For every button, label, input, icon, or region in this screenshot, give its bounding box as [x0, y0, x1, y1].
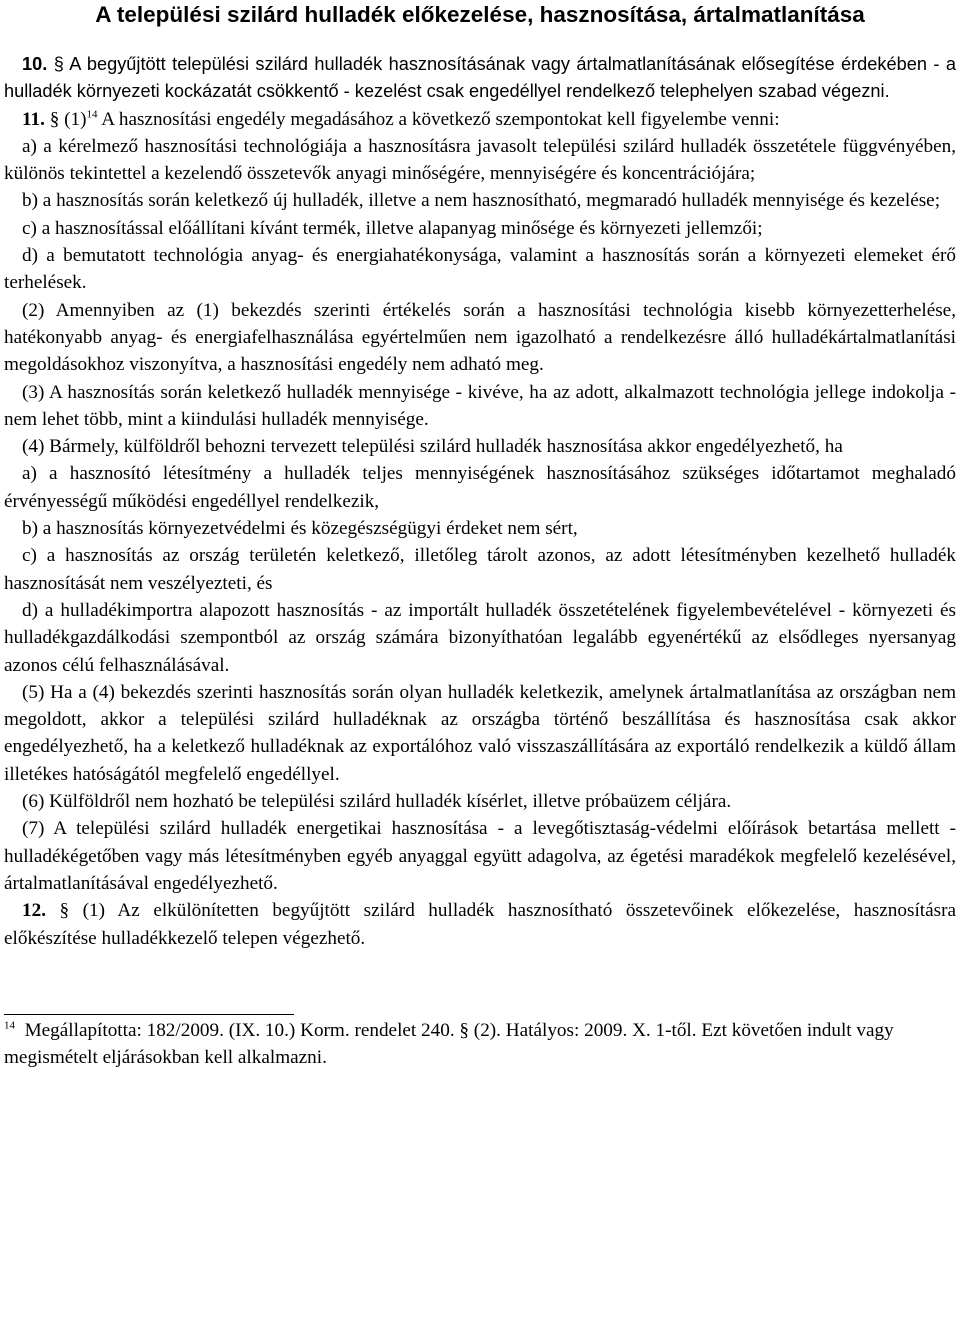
section-sign: § — [59, 900, 70, 922]
list-item: c) a hasznosítással előállítani kívánt termék, illetve alapanyag minősége és környezeti jellemzői; — [22, 217, 763, 239]
section-10-text: A begyűjtött települési szilárd hulladék hasznosításának vagy ártalmatlanításának elősegítése érdekében - a hulladék környezeti kockázatát csökkentő - kezelést csak engedéllyel rendelkező telephelyen szabad végezni. — [4, 54, 956, 102]
section-11-paragraph-2: (2) Amennyiben az (1) bekezdés szerinti értékelés során a hasznosítási technológia kisebb környezetterhelése, hatékonyabb anyag- és energiafelhasználása egyértelműen nem igazolható a rendelkezésre álló hulladékártalmatlanítási megoldásokhoz viszonyítva, a hasznosítási engedély nem adható meg. — [4, 299, 956, 376]
list-item: d) a bemutatott technológia anyag- és energiahatékonysága, valamint a hasznosítás során a környezeti elemeket érő terhelések. — [4, 245, 956, 294]
section-12-text: (1) Az elkülönítetten begyűjtött szilárd hulladék hasznosítható összetevőinek előkezelése, hasznosításra előkészítése hulladékkezelő telepen végezhető. — [4, 900, 956, 949]
footnote-text: Megállapította: 182/2009. (IX. 10.) Korm. rendelet 240. § (2). Hatályos: 2009. X. 1-től. Ezt követően indult vagy megismételt eljárásokban kell alkalmazni. — [4, 1019, 894, 1069]
footnote — [4, 1017, 956, 1072]
section-11-paragraph-4: (4) Bármely, külföldről behozni tervezett települési szilárd hulladék hasznosítása akkor engedélyezhető, ha — [22, 436, 843, 458]
footnote-number: 14 — [4, 1019, 15, 1032]
paragraph-label: (1) — [64, 108, 87, 130]
list-item: a) a kérelmező hasznosítási technológiája a hasznosításra javasolt települési szilárd hulladék összetétele függvényében, különös tekintettel a kezelendő összetevők anyagi minőségére, mennyiségére és koncentrációjára; — [4, 135, 956, 185]
section-11-paragraph-5: (5) Ha a (4) bekezdés szerinti hasznosítás során olyan hulladék keletkezik, amelynek ártalmatlanítása az országban nem megoldott, akkor a települési szilárd hulladéknak az országba történő beszállítása és hasznosítása csak akkor engedélyezhető, ha a keletkező hulladéknak az exportálóhoz való visszaszállítására az exportáló rendelkezik a küldő állam illetékes hatóságától megfelelő engedéllyel. — [4, 681, 956, 785]
list-item: d) a hulladékimportra alapozott hasznosítás - az importált hulladék összetételének figyelembevételével - környezeti és hulladékgazdálkodási szempontból az ország számára bizonyíthatóan legalább egyenértékű az elsődleges nyersanyag azonos célú felhasználásával. — [4, 599, 956, 676]
list-item: a) a hasznosító létesítmény a hulladék teljes mennyiségének hasznosításához szükséges időtartamot meghaladó érvényességű működési engedéllyel rendelkezik, — [4, 463, 956, 512]
list-item: b) a hasznosítás során keletkező új hulladék, illetve a nem hasznosítható, megmaradó hulladék mennyisége és kezelése; — [22, 190, 941, 212]
list-item: b) a hasznosítás környezetvédelmi és közegészségügyi érdeket nem sért, — [22, 518, 578, 540]
footnote-ref: 14 — [86, 108, 98, 121]
section-10 — [4, 51, 956, 106]
document-page — [4, 0, 956, 1071]
section-sign: § — [53, 54, 64, 74]
section-11-paragraph-7: (7) A települési szilárd hulladék energetikai hasznosítása - a levegőtisztaság-védelmi előírások betartása mellett - hulladékégetőben vagy más létesítményben egyéb anyaggal együtt adagolva, az égetési maradékok megfelelő kezelésével, ártalmatlanításával engedélyezhető. — [4, 818, 956, 894]
section-number: 10. — [22, 54, 48, 74]
page-title: A települési szilárd hulladék előkezelése, hasznosítása, ártalmatlanítása — [95, 2, 865, 27]
footnote-divider — [4, 1014, 294, 1015]
section-number: 11. — [22, 108, 45, 130]
list-item: c) a hasznosítás az ország területén keletkező, illetőleg tárolt azonos, az adott létesítményben kezelhető hulladék hasznosítását nem veszélyezteti, és — [4, 545, 956, 594]
section-12 — [4, 897, 956, 952]
section-11-paragraph-3: (3) A hasznosítás során keletkező hulladék mennyisége - kivéve, ha az adott, alkalmazott technológia jellege indokolja - nem lehet több, mint a kiindulási hulladék mennyisége. — [4, 381, 956, 430]
section-number: 12. — [22, 900, 46, 922]
document-body — [4, 51, 956, 952]
section-sign: § — [49, 108, 60, 130]
paragraph-intro: A hasznosítási engedély megadásához a következő szempontokat kell figyelembe venni: — [101, 108, 780, 130]
section-11-paragraph-6: (6) Külföldről nem hozható be települési szilárd hulladék kísérlet, illetve próbaüzem céljára. — [22, 791, 732, 813]
section-11-paragraph-1 — [4, 106, 956, 133]
